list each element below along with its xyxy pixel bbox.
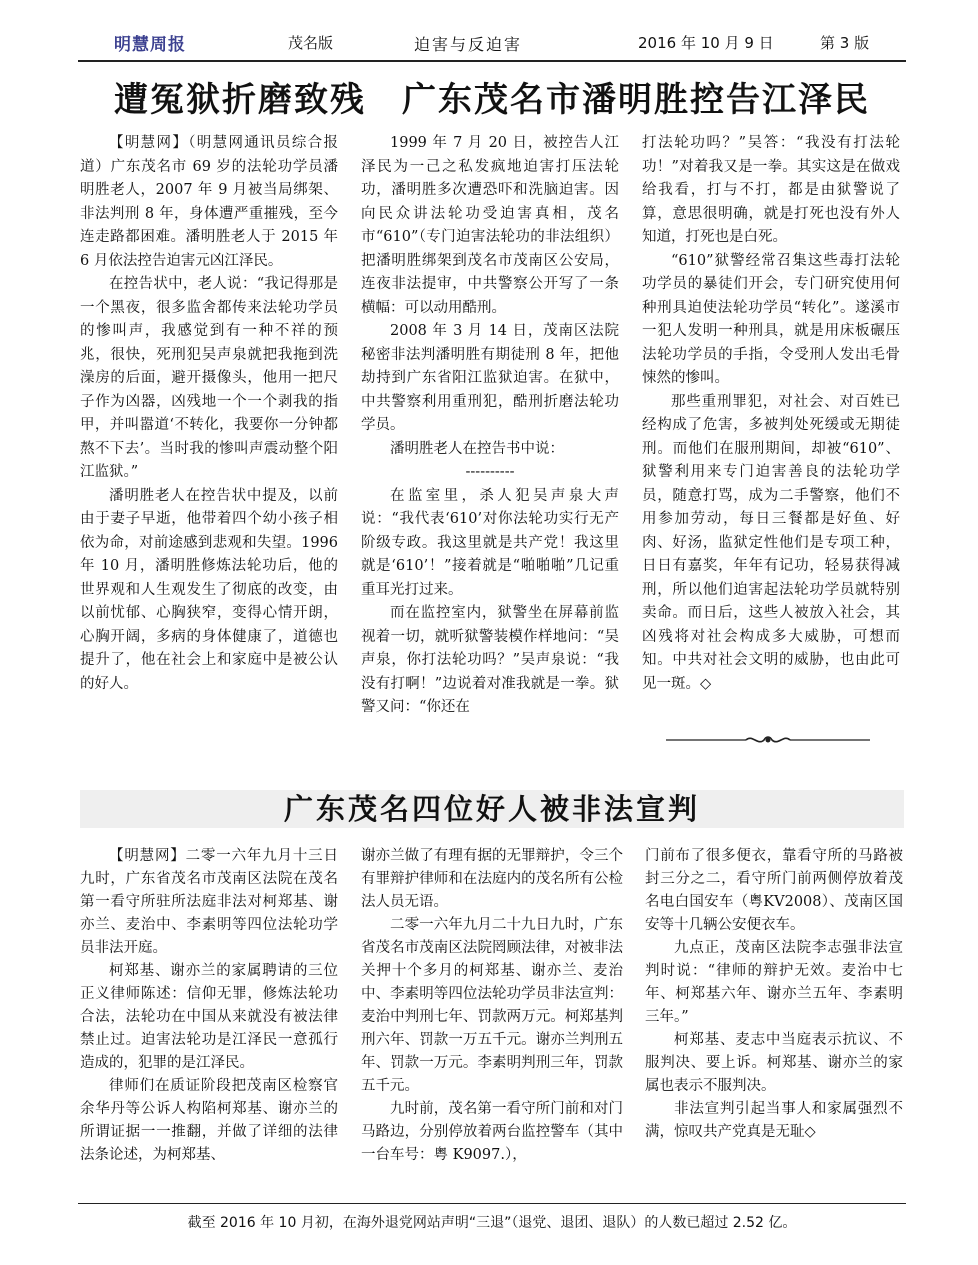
paragraph: 柯郑基、麦志中当庭表示抗议、不服判决、要上诉。柯郑基、谢亦兰的家属也表示不服判决。: [645, 1032, 903, 1094]
newspaper-name: 明慧周报: [114, 35, 186, 55]
paragraph: 而在监控室内，狱警坐在屏幕前监视着一切，就听狱警装模作样地问：“吴声泉，你打法轮功吗？”吴声泉说：“我没有打啊！”边说着对准我就是一拳。狱警又问：“你还在: [361, 605, 619, 715]
paragraph: 那些重刑罪犯，对社会、对百姓已经构成了危害，多被判处死缓或无期徒刑。而他们在服刑期间，却被“610”、狱警利用来专门迫害善良的法轮功学员，随意打骂，成为二手警察，他们不用参加劳动，每日三餐都是好鱼、好肉、好汤，监狱定性他们是专项工种，日日有嘉奖，年年有记功，轻易获得减刑，所以他们迫害起法轮功学员就特别卖命。而日后，这些人被放入社会，其凶残将对社会构成多大威胁，可想而知。中共对社会文明的威胁，也由此可见一斑。◇: [642, 393, 900, 692]
paragraph: 潘明胜老人在控告书中说：: [390, 440, 564, 457]
article1-column-1: [80, 132, 338, 696]
article2-column-3: [645, 845, 903, 1144]
paragraph: 非法宣判引起当事人和家属强烈不满，惊叹共产党真是无耻◇: [645, 1101, 903, 1140]
footer-divider: [78, 1203, 906, 1204]
article1-column-3: [642, 132, 900, 696]
paragraph: 打法轮功吗？”吴答：“我没有打法轮功！”对着我又是一拳。其实这是在做戏给我看，打与不打，都是由狱警说了算，意思很明确，就是打死也没有外人知道，打死也是白死。: [642, 135, 900, 245]
page-number: 第 3 版: [820, 34, 870, 52]
paragraph: 二零一六年九月二十九日九时，广东省茂名市茂南区法院罔顾法律，对被非法关押十个多月的柯郑基、谢亦兰、麦治中、李素明等四位法轮功学员非法宣判：麦治中判刑七年、罚款两万元。柯郑基判刑六年、罚款一万五千元。谢亦兰判刑五年、罚款一万元。李素明判刑三年，罚款五千元。: [361, 917, 623, 1094]
section-title: 迫害与反迫害: [414, 35, 523, 54]
article1-headline: 遭冤狱折磨致残 广东茂名市潘明胜控告江泽民: [114, 80, 870, 120]
article2-column-2: [361, 845, 623, 1167]
page-header: [78, 30, 906, 60]
paragraph: 2008 年 3 月 14 日，茂南区法院秘密非法判潘明胜有期徒刑 8 年，把他劫持到广东省阳江监狱迫害。在狱中，中共警察利用重刑犯，酷刑折磨法轮功学员。: [361, 323, 619, 433]
edition-label: 茂名版: [288, 34, 334, 52]
paragraph: 柯郑基、谢亦兰的家属聘请的三位正义律师陈述：信仰无罪，修炼法轮功合法，法轮功在中国从来就没有被法律禁止过。迫害法轮功是江泽民一意孤行造成的，犯罪的是江泽民。: [80, 963, 338, 1071]
article2-headline: 广东茂名四位好人被非法宣判: [80, 790, 904, 828]
paragraph: 谢亦兰做了有理有据的无罪辩护，令三个有罪辩护律师和在法庭内的茂名所有公检法人员无语。: [361, 848, 623, 910]
issue-date: 2016 年 10 月 9 日: [638, 34, 774, 52]
paragraph: 【明慧网】（明慧网通讯员综合报道）广东茂名市 69 岁的法轮功学员潘明胜老人，2007 年 9 月被当局绑架、非法判刑 8 年，身体遭严重摧残，至今连走路都困难。潘明胜老人于 2015 年 6 月依法控告迫害元凶江泽民。: [80, 135, 338, 269]
article1-column-2: [361, 132, 619, 720]
paragraph: 在控告状中，老人说：“我记得那是一个黑夜，很多监舍都传来法轮功学员的惨叫声，我感觉到有一种不祥的预兆，很快，死刑犯吴声泉就把我拖到洗澡房的后面，避开摄像头，他用一把尺子作为凶器，凶残地一个一个剥我的指甲，并叫嚣道‘不转化，我要你一分钟都熬不下去’。当时我的惨叫声震动整个阳江监狱。”: [80, 276, 338, 480]
footer-notice: 截至 2016 年 10 月初，在海外退党网站声明“三退”（退党、退团、退队）的人数已超过 2.52 亿。: [187, 1215, 797, 1231]
separator-dashes: ----------: [465, 464, 515, 480]
article2-column-1: [80, 845, 338, 1167]
paragraph: 【明慧网】二零一六年九月十三日九时，广东省茂名市茂南区法院在茂名第一看守所驻所法庭非法对柯郑基、谢亦兰、麦治中、李素明等四位法轮功学员非法开庭。: [80, 848, 338, 956]
header-divider: [78, 60, 906, 62]
paragraph: 门前布了很多便衣，靠看守所的马路被封三分之二，看守所门前两侧停放着茂名电白国安车（粤KV2008）、茂南区国安等十几辆公安便衣车。: [645, 848, 903, 933]
paragraph: “610”狱警经常召集这些毒打法轮功学员的暴徒们开会，专门研究使用何种刑具迫使法轮功学员“转化”。遂溪市一犯人发明一种刑具，就是用床板碾压法轮功学员的手指，令受刑人发出毛骨悚然的惨叫。: [642, 252, 900, 386]
paragraph: 九点正，茂南区法院李志强非法宣判时说：“律师的辩护无效。麦治中七年、柯郑基六年、谢亦兰五年、李素明三年。”: [645, 940, 903, 1025]
paragraph: 律师们在质证阶段把茂南区检察官余华丹等公诉人构陷柯郑基、谢亦兰的所谓证据一一推翻，并做了详细的法律法条论述，为柯郑基、: [80, 1078, 338, 1163]
ornament-divider-icon: [666, 733, 870, 747]
paragraph: 潘明胜老人在控告状中提及，以前由于妻子早逝，他带着四个幼小孩子相依为命，对前途感到悲观和失望。1996 年 10 月，潘明胜修炼法轮功后，他的世界观和人生观发生了彻底的改变，由以前忧郁、心胸狭窄，变得心情开朗，心胸开阔，多病的身体健康了，道德也提升了，他在社会上和家庭中是被公认的好人。: [80, 487, 338, 692]
paragraph: 九时前，茂名第一看守所门前和对门马路边，分别停放着两台监控警车（其中一台车号：粤 K9097.），: [361, 1101, 623, 1163]
paragraph: 1999 年 7 月 20 日，被控告人江泽民为一己之私发疯地迫害打压法轮功，潘明胜多次遭恐吓和洗脑迫害。因向民众讲法轮功受迫害真相，茂名市“610”（专门迫害法轮功的非法组织）把潘明胜绑架到茂名市茂南区公安局，连夜非法提审，中共警察公开写了一条横幅：可以动用酷刑。: [361, 135, 619, 316]
paragraph: 在监室里，杀人犯吴声泉大声说：“我代表‘610’对你法轮功实行无产阶级专政。我这里就是共产党！我这里就是‘610’！”接着就是“啪啪啪”几记重重耳光打过来。: [361, 487, 619, 598]
